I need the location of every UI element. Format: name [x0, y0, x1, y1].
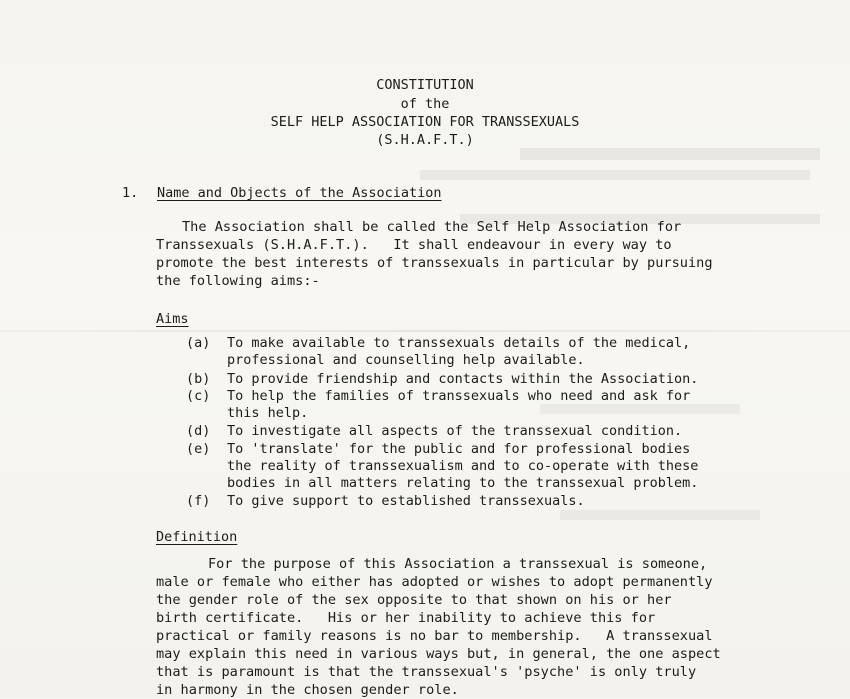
aim-label: (f)	[186, 493, 211, 509]
aim-label: (b)	[186, 371, 211, 387]
aims-heading: Aims	[156, 311, 189, 327]
definition-paragraph: For the purpose of this Association a transsexual is someone, male or female who either has adopted or wishes to adopt permanently the gender role of the sex opposite to that shown on his or her birth certificate. His or her inability to achieve this for practical or family reasons is no bar to membership. A transsexual may explain this need in various ways but, in general, the one aspect that is paramount is that the transsexual's 'psyche' is only truly in harmony in the chosen gender role.	[156, 556, 721, 698]
show-through	[520, 148, 820, 160]
aim-text: To 'translate' for the public and for professional bodies the reality of transsexualism and to co-operate with these bodies in all matters relating to the transsexual problem.	[227, 441, 699, 491]
section-intro-paragraph: The Association shall be called the Self Help Association for Transsexuals (S.H.A.F.T.). It shall endeavour in every way to promote the best interests of transsexuals in particular by pursuing the following aims:-	[156, 219, 713, 289]
aim-label: (e)	[186, 441, 211, 457]
show-through	[560, 510, 760, 520]
aim-text: To investigate all aspects of the transsexual condition.	[227, 423, 683, 439]
aim-label: (a)	[186, 335, 211, 351]
paper-fold	[0, 330, 850, 332]
aim-text: To make available to transsexuals details of the medical, professional and counselling help available.	[227, 335, 691, 368]
document-subtitle-of: of the	[400, 96, 450, 112]
aim-label: (d)	[186, 423, 211, 439]
organisation-abbreviation: (S.H.A.F.T.)	[376, 132, 474, 148]
section-heading: Name and Objects of the Association	[157, 185, 442, 201]
organisation-name: SELF HELP ASSOCIATION FOR TRANSSEXUALS	[270, 114, 580, 130]
aim-text: To provide friendship and contacts within the Association.	[227, 371, 699, 387]
aim-label: (c)	[186, 388, 211, 404]
aim-text: To help the families of transsexuals who need and ask for this help.	[227, 388, 691, 421]
section-number: 1.	[122, 185, 139, 201]
aim-text: To give support to established transsexuals.	[227, 493, 585, 509]
document-title: CONSTITUTION	[376, 77, 474, 93]
show-through	[420, 170, 810, 180]
definition-heading: Definition	[156, 529, 238, 545]
